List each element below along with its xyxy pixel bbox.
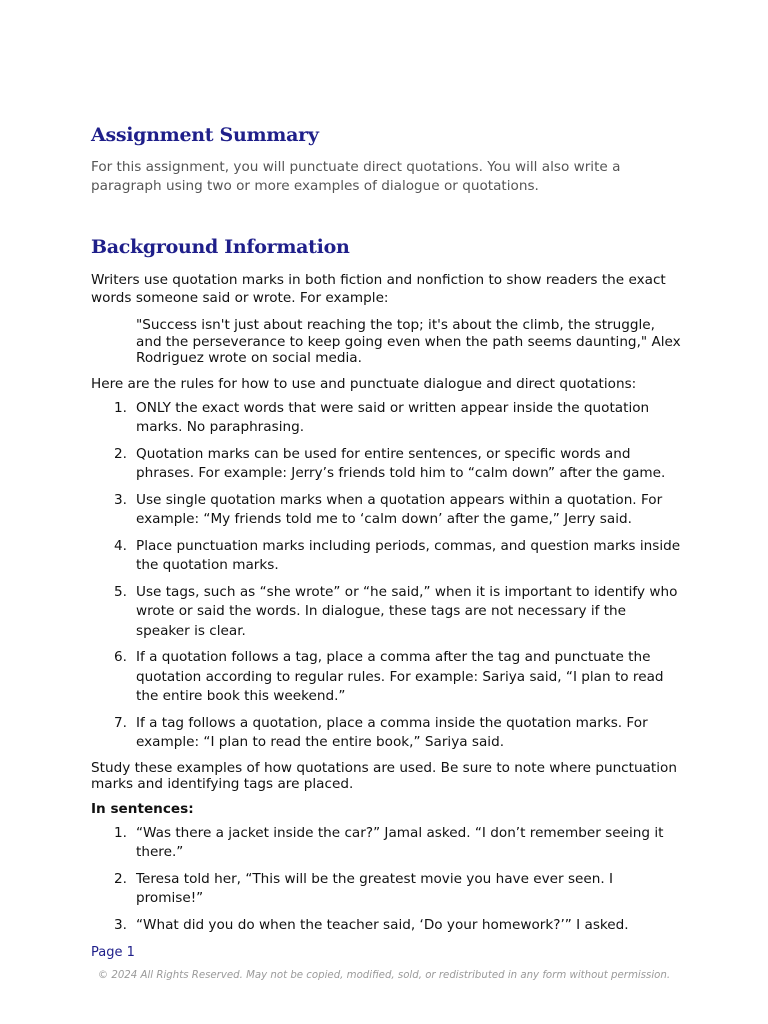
example-text: Teresa told her, “This will be the greatest movie you have ever seen. I promise!” [136,870,614,906]
list-number: 2. [114,445,127,462]
example-item [91,916,681,936]
rule-text: Use tags, such as “she wrote” or “he said,” when it is important to identify who wrote or said the words. In dialogue, these tags are not necessary if the speaker is clear. [136,583,678,639]
rule-item [91,399,681,438]
copyright-notice: © 2024 All Rights Reserved. May not be copied, modified, sold, or redistributed in any form without permission. [97,970,671,981]
list-number: 2. [114,870,127,887]
example-block-quote: "Success isn't just about reaching the top; it's about the climb, the struggle, and the perseverance to keep going even when the path seems daunting," Alex Rodriguez wrote on social media. [136,317,681,366]
list-number: 3. [114,916,127,933]
rules-list [91,399,681,753]
rule-text: ONLY the exact words that were said or written appear inside the quotation marks. No paraphrasing. [136,399,650,435]
examples-list [91,824,681,936]
rule-text: If a quotation follows a tag, place a comma after the tag and punctuate the quotation according to regular rules. For example: Sariya said, “I plan to read the entire book this weekend.” [136,649,664,704]
study-paragraph: Study these examples of how quotations are used. Be sure to note where punctuation marks and identifying tags are placed. [91,759,677,792]
page-number: Page 1 [91,945,135,960]
list-number: 7. [114,714,127,731]
summary-paragraph: For this assignment, you will punctuate direct quotations. You will also write a paragraph using two or more examples of dialogue or quotations. [91,159,621,194]
assignment-summary-heading: Assignment Summary [91,124,319,146]
rules-intro-paragraph: Here are the rules for how to use and punctuate dialogue and direct quotations: [91,375,637,392]
background-information-heading: Background Information [91,236,350,258]
rule-item [91,445,681,484]
rule-text: Place punctuation marks including periods, commas, and question marks inside the quotation marks. [136,537,681,573]
example-text: “Was there a jacket inside the car?” Jamal asked. “I don’t remember seeing it there.” [136,824,664,860]
rule-text: Use single quotation marks when a quotation appears within a quotation. For example: “My friends told me to ‘calm down’ after the game,” Jerry said. [136,491,663,527]
list-number: 1. [114,399,127,416]
in-sentences-label: In sentences: [91,800,194,817]
rule-item [91,537,681,576]
list-number: 5. [114,583,127,600]
rule-text: If a tag follows a quotation, place a comma inside the quotation marks. For example: “I plan to read the entire book,” Sariya said. [136,714,648,750]
rule-item [91,648,681,707]
example-text: “What did you do when the teacher said, ‘Do your homework?’” I asked. [136,916,629,933]
rule-item [91,491,681,530]
rule-item [91,714,681,753]
background-intro-paragraph: Writers use quotation marks in both fiction and nonfiction to show readers the exact words someone said or wrote. For example: [91,272,666,306]
list-number: 4. [114,537,127,554]
list-number: 3. [114,491,127,508]
example-item [91,870,681,909]
list-number: 6. [114,649,127,665]
document-content [91,124,681,942]
rule-item [91,583,681,642]
example-item [91,824,681,863]
list-number: 1. [114,824,127,841]
rule-text: Quotation marks can be used for entire sentences, or specific words and phrases. For example: Jerry’s friends told him to “calm down” after the game. [136,445,666,481]
